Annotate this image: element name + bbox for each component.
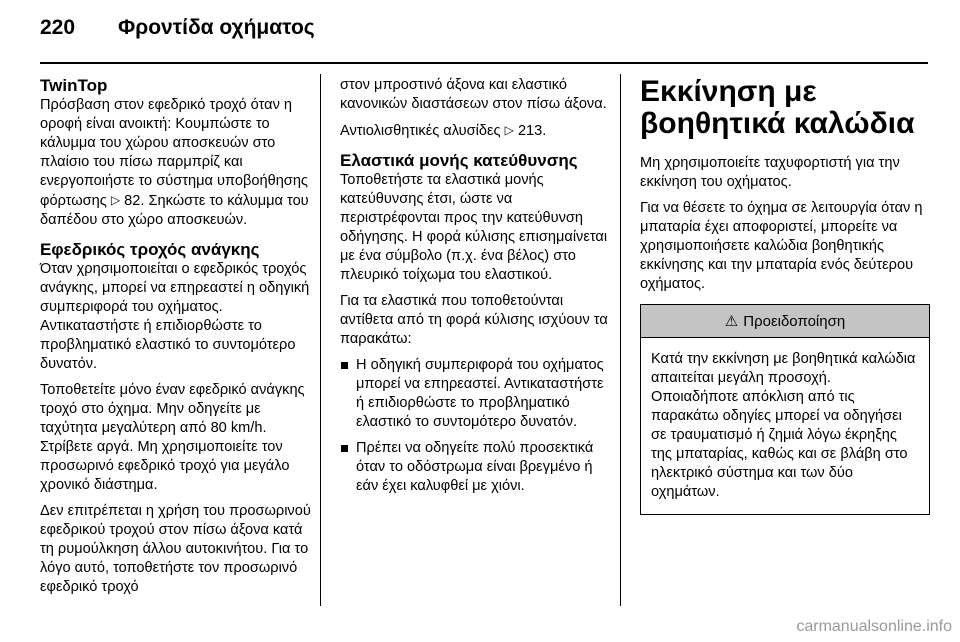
page-reference-link[interactable]: 82 <box>124 193 141 209</box>
twintop-paragraph: Πρόσβαση στον εφεδρικό τροχό όταν η οροφή είναι ανοικτή: Κουμπώστε το κάλυμμα του χώρου αποσκευών στο πλαίσιο του πίσω παρμπρίζ και ενεργοποιήστε το σύστημα υποβοήθησης φόρτωσης ▷ 82. Σηκώστε το κάλυμμα του δαπέδου στο χώρο αποσκευών. <box>40 97 309 228</box>
bullet-square-icon <box>341 445 348 452</box>
warning-header <box>641 305 929 338</box>
column-divider-1 <box>320 74 321 606</box>
directional-tyres-paragraph-2: Για τα ελαστικά που τοποθετούνται αντίθετα από τη φορά κύλισης ισχύουν τα παρακάτω: <box>340 293 608 347</box>
column-divider-2 <box>620 74 621 606</box>
page-header <box>40 16 315 46</box>
column-2 <box>340 76 610 503</box>
list-item: Η οδηγική συμπεριφορά του οχήματος μπορεί να επηρεαστεί. Αντικαταστήστε ή επιδιορθώστε το προβληματικό ελαστικό το συντομότερο δυνατόν. <box>340 356 610 432</box>
page-reference-link[interactable]: 213 <box>517 123 543 139</box>
page-number: 220 <box>40 16 76 39</box>
continued-paragraph: στον μπροστινό άξονα και ελαστικό κανονικών διαστάσεων στον πίσω άξονα. <box>340 77 607 112</box>
spare-wheel-paragraph-1: Όταν χρησιμοποιείται ο εφεδρικός τροχός ανάγκης, μπορεί να επηρεαστεί η οδηγική συμπεριφορά του οχήματος. Αντικαταστήστε ή επιδιορθώστε το προβληματικό ελαστικό το συντομότερο δυνατόν. <box>40 261 310 372</box>
twintop-heading: TwinTop <box>40 76 108 95</box>
watermark: carmanualsonline.info <box>796 618 952 635</box>
warning-box <box>640 304 930 515</box>
column-3 <box>640 76 930 515</box>
reference-arrow-icon: ▷ <box>110 193 121 207</box>
column-1 <box>40 76 312 604</box>
spare-wheel-paragraph-2: Τοποθετείτε μόνο έναν εφεδρικό ανάγκης τροχό στο όχημα. Μην οδηγείτε με ταχύτητα μεγαλύτερη από 80 km/h. Στρίβετε αργά. Μη χρησιμοποιείτε τον προσωρινό εφεδρικό τροχό για μεγάλο χρονικό διάστημα. <box>40 382 305 493</box>
snow-chains-reference: Αντιολισθητικές αλυσίδες ▷ 213. <box>340 123 547 139</box>
bullet-list <box>340 356 610 496</box>
jump-start-paragraph-1: Μη χρησιμοποιείτε ταχυφορτιστή για την εκκίνηση του οχήματος. <box>640 155 900 190</box>
jump-start-heading: Εκκίνηση με βοηθητικά καλώδια <box>640 75 915 140</box>
header-rule <box>40 62 928 64</box>
list-item: Πρέπει να οδηγείτε πολύ προσεκτικά όταν το οδόστρωμα είναι βρεγμένο ή εάν έχει καλυφθεί με χιόνι. <box>340 439 610 496</box>
bullet-square-icon <box>341 362 348 369</box>
spare-wheel-paragraph-3: Δεν επιτρέπεται η χρήση του προσωρινού εφεδρικού τροχού στον πίσω άξονα κατά τη ρυμούλκηση άλλου αυτοκινήτου. Για το λόγο αυτό, τοποθετήστε τον προσωρινό εφεδρικό τροχό <box>40 503 311 595</box>
directional-tyres-heading: Ελαστικά μονής κατεύθυνσης <box>340 151 578 170</box>
warning-label: Προειδοποίηση <box>743 312 846 330</box>
reference-arrow-icon: ▷ <box>504 123 514 137</box>
jump-start-paragraph-2: Για να θέσετε το όχημα σε λειτουργία όταν η μπαταρία έχει αποφοριστεί, μπορείτε να χρησιμοποιήσετε καλώδια βοηθητικής εκκίνησης και την μπαταρία ενός δεύτερου οχήματος. <box>640 200 923 292</box>
warning-text: Κατά την εκκίνηση με βοηθητικά καλώδια απαιτείται μεγάλη προσοχή. Οποιαδήποτε απόκλιση από τις παρακάτω οδηγίες μπορεί να οδηγήσει σε τραυματισμό ή ζημιά λόγω έκρηξης της μπαταρίας, καθώς και σε βλάβη στο ηλεκτρικό σύστημα και των δύο οχημάτων. <box>651 351 916 500</box>
warning-triangle-icon: ⚠ <box>724 312 739 330</box>
directional-tyres-paragraph-1: Τοποθετήστε τα ελαστικά μονής κατεύθυνσης έτσι, ώστε να περιστρέφονται προς την κατεύθυνση οδήγησης. Η φορά κύλισης επισημαίνεται με ένα σύμβολο (π.χ. ένα βέλος) στο πλευρικό τοίχωμα του ελαστικού. <box>340 172 608 283</box>
chapter-title: Φροντίδα οχήματος <box>118 16 315 39</box>
spare-wheel-heading: Εφεδρικός τροχός ανάγκης <box>40 240 260 259</box>
